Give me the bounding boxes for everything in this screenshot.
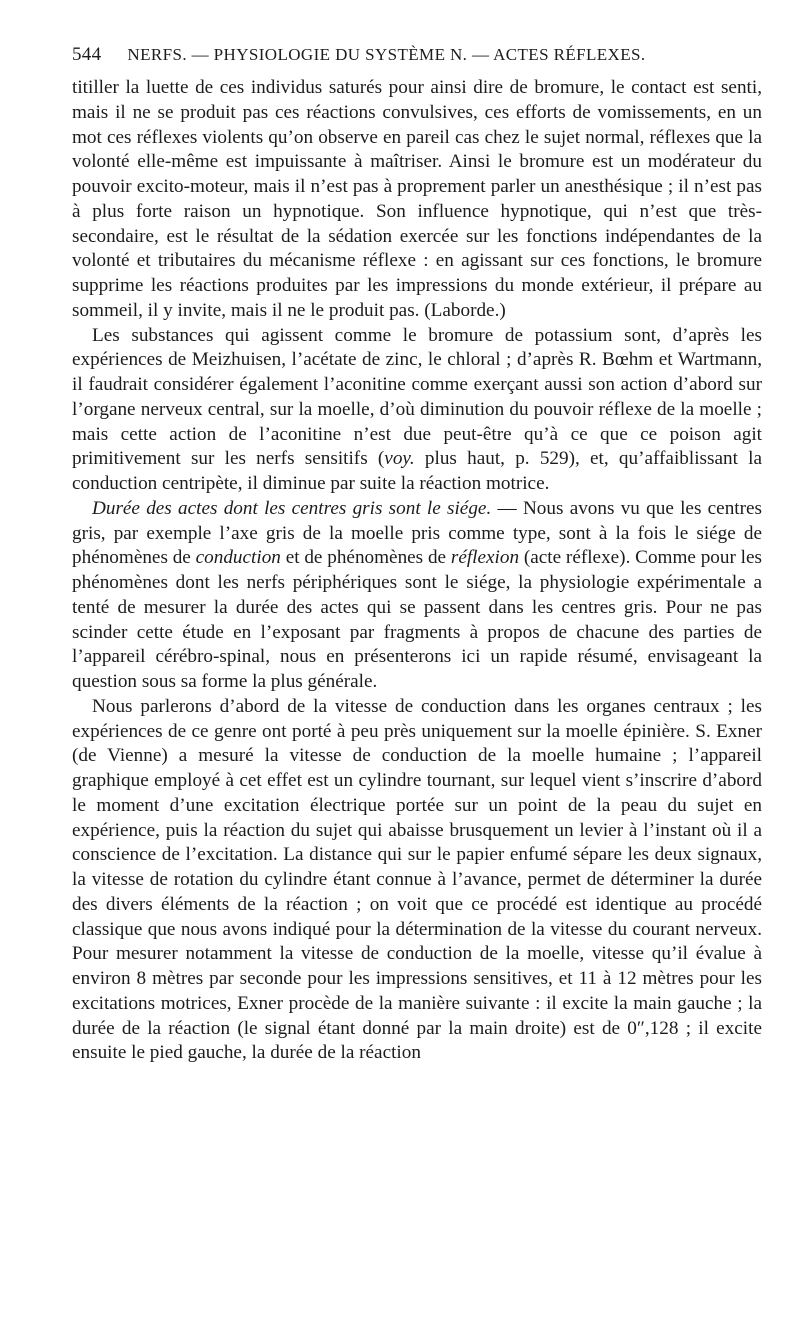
paragraph — [72, 76, 762, 324]
running-head-title: NERFS. — PHYSIOLOGIE DU SYSTÈME N. — ACTES RÉFLEXES. — [127, 45, 646, 64]
body-text — [72, 76, 762, 1066]
text-run: plus haut, p. 529), et, qu’affaiblissant la conduction centripète, il diminue par suite la réaction motrice. — [72, 448, 762, 494]
italic-run: Durée des actes dont les centres gris sont le siége. — [92, 497, 492, 519]
running-head — [72, 44, 762, 74]
text-run: (acte réflexe). Comme pour les phénomènes dont les nerfs périphériques sont le siége, la physiologie expérimentale a tenté de mesurer la durée des actes qui se passent dans les centres gris. Pour ne pas scinder cette étude en l’exposant par fragments à propos de chacune des parties de l’appareil cérébro-spinal, nous en présenterons ici un rapide résumé, envisageant la question sous sa forme la plus générale. — [72, 547, 762, 692]
page-number: 544 — [72, 44, 102, 65]
italic-run: conduction — [195, 547, 281, 569]
paragraph — [72, 497, 762, 695]
text-run: titiller la luette de ces individus saturés pour ainsi dire de bromure, le contact est senti, mais il ne se produit pas ces réactions convulsives, ces efforts de vomissements, en un mot ces réflexes violents qu’on observe en pareil cas chez le sujet normal, réflexes que la volonté elle-même est impuissante à maîtriser. Ainsi le bromure est un modérateur du pouvoir excito-moteur, mais il n’est pas à proprement parler un anesthésique ; il n’est pas à plus forte raison un hypnotique. Son influence hypnotique, qui n’est que très-secondaire, est le résultat de la sédation exercée sur les fonctions indépendantes de la volonté et tributaires du mécanisme réflexe : en agissant sur ces fonctions, le bromure supprime les réactions produites par les impressions du monde extérieur, il prépare au sommeil, il y invite, mais il ne le produit pas. (Laborde.) — [72, 77, 762, 321]
text-run: Nous parlerons d’abord de la vitesse de conduction dans les organes centraux ; les expériences de ce genre ont porté à peu près uniquement sur la moelle épinière. S. Exner (de Vienne) a mesuré la vitesse de conduction de la moelle humaine ; l’appareil graphique employé à cet effet est un cylindre tournant, sur lequel vient s’inscrire d’abord le moment d’une excitation électrique portée sur un point de la peau du sujet en expérience, puis la réaction du sujet qui abaisse brusquement un levier à l’instant où il a conscience de l’excitation. La distance qui sur le papier enfumé sépare les deux signaux, la vitesse de rotation du cylindre étant connue à l’avance, permet de déterminer la durée des divers éléments de la réaction ; on voit que ce procédé est identique au procédé classique que nous avons indiqué pour la détermination de la vitesse du courant nerveux. Pour mesurer notamment la vitesse de conduction de la moelle, vitesse qu’il évalue à environ 8 mètres par seconde pour les impressions sensitives, et 11 à 12 mètres pour les excitations motrices, Exner procède de la manière suivante : il excite la main gauche ; la durée de la réaction (le signal étant donné par la main droite) est de 0″,128 ; il excite ensuite le pied gauche, la durée de la réaction — [72, 695, 762, 1064]
paragraph — [72, 695, 762, 1066]
italic-run: voy. — [384, 448, 415, 470]
italic-run: réflexion — [450, 547, 520, 569]
paragraph — [72, 324, 762, 497]
text-run: Les substances qui agissent comme le bromure de potassium sont, d’après les expériences de Meizhuisen, l’acétate de zinc, le chloral ; d’après R. Bœhm et Wartmann, il faudrait considérer également l’aconitine comme exerçant aussi son action d’abord sur l’organe nerveux central, sur la moelle, d’où diminution du pouvoir réflexe de la moelle ; mais cette action de l’aconitine n’est due peut-être qu’à ce que ce poison agit primitivement sur les nerfs sensitifs ( — [72, 324, 762, 470]
text-run: et de phénomènes de — [280, 547, 451, 569]
text-run: — Nous avons vu que les centres gris, par exemple l’axe gris de la moelle pris comme type, sont à la fois le siége de phénomènes de — [72, 497, 762, 569]
